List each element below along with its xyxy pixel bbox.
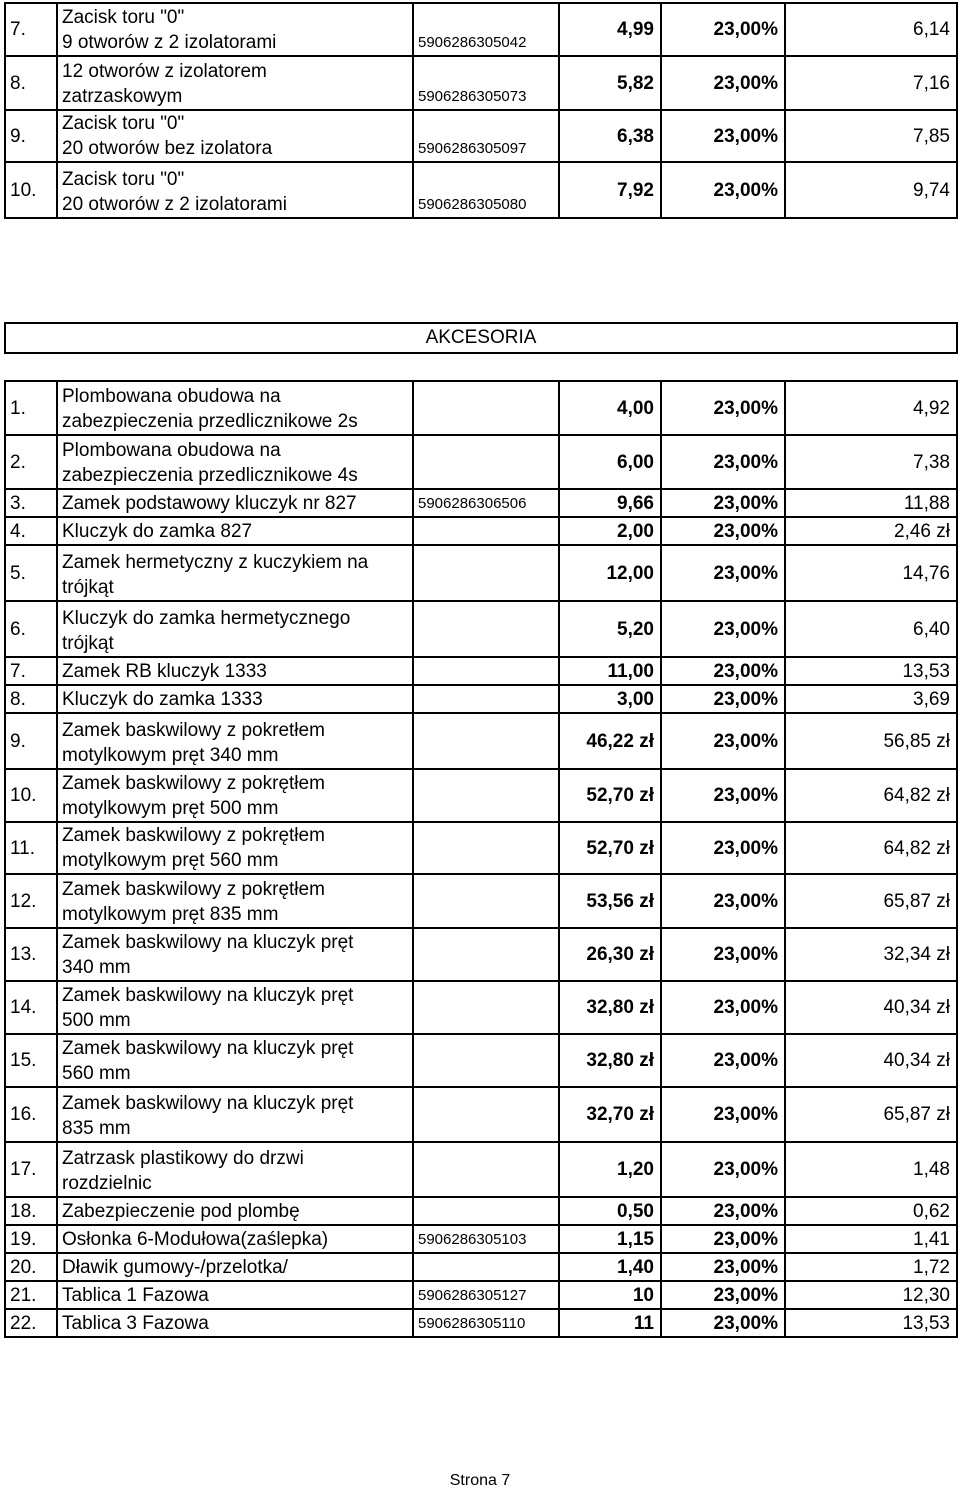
row-number: 9. (5, 110, 57, 162)
table-row (5, 1034, 957, 1087)
ean-code (413, 517, 559, 545)
net-price: 3,00 (559, 685, 661, 713)
table-row (5, 1142, 957, 1197)
product-name: Tablica 1 Fazowa (57, 1281, 413, 1309)
product-name: Zamek podstawowy kluczyk nr 827 (57, 489, 413, 517)
row-number: 12. (5, 874, 57, 928)
net-price: 7,92 (559, 162, 661, 218)
net-price: 6,38 (559, 110, 661, 162)
net-price: 11 (559, 1309, 661, 1337)
vat-rate: 23,00% (661, 435, 785, 489)
row-number: 7. (5, 3, 57, 56)
ean-code: 5906286306506 (413, 489, 559, 517)
table-row (5, 874, 957, 928)
net-price: 32,80 zł (559, 1034, 661, 1087)
product-name: Zamek baskwilowy z pokrętłem motylkowym pręt 835 mm (57, 874, 413, 928)
vat-rate: 23,00% (661, 769, 785, 822)
product-name: Zamek RB kluczyk 1333 (57, 657, 413, 685)
vat-rate: 23,00% (661, 110, 785, 162)
product-name: Zabezpieczenie pod plombę (57, 1197, 413, 1225)
table-row (5, 381, 957, 435)
gross-price: 40,34 zł (785, 981, 957, 1034)
row-number: 22. (5, 1309, 57, 1337)
ean-code (413, 769, 559, 822)
ean-code (413, 928, 559, 981)
gross-price: 12,30 (785, 1281, 957, 1309)
row-number: 2. (5, 435, 57, 489)
ean-code: 5906286305103 (413, 1225, 559, 1253)
net-price: 12,00 (559, 545, 661, 601)
ean-code (413, 981, 559, 1034)
net-price: 53,56 zł (559, 874, 661, 928)
ean-code: 5906286305110 (413, 1309, 559, 1337)
ean-code (413, 601, 559, 657)
net-price: 32,70 zł (559, 1087, 661, 1142)
ean-code (413, 545, 559, 601)
net-price: 11,00 (559, 657, 661, 685)
vat-rate: 23,00% (661, 928, 785, 981)
product-name: Zatrzask plastikowy do drzwi rozdzielnic (57, 1142, 413, 1197)
row-number: 1. (5, 381, 57, 435)
row-number: 20. (5, 1253, 57, 1281)
row-number: 4. (5, 517, 57, 545)
gross-price: 6,40 (785, 601, 957, 657)
table-row (5, 56, 957, 110)
vat-rate: 23,00% (661, 685, 785, 713)
gross-price: 0,62 (785, 1197, 957, 1225)
ean-code (413, 713, 559, 769)
product-name: Zamek baskwilowy na kluczyk pręt 340 mm (57, 928, 413, 981)
product-name: 12 otworów z izolatorem zatrzaskowym (57, 56, 413, 110)
row-number: 10. (5, 769, 57, 822)
product-table-top (4, 2, 958, 219)
accessories-table (4, 380, 958, 1338)
ean-code (413, 1087, 559, 1142)
gross-price: 65,87 zł (785, 1087, 957, 1142)
product-name: Tablica 3 Fazowa (57, 1309, 413, 1337)
net-price: 1,40 (559, 1253, 661, 1281)
product-name: Zamek baskwilowy na kluczyk pręt 560 mm (57, 1034, 413, 1087)
gross-price: 7,85 (785, 110, 957, 162)
row-number: 3. (5, 489, 57, 517)
table-row (5, 1309, 957, 1337)
ean-code: 5906286305073 (413, 56, 559, 110)
table-row (5, 1087, 957, 1142)
product-name: Zacisk toru "0" 20 otworów z 2 izolatorami (57, 162, 413, 218)
table-row (5, 517, 957, 545)
gross-price: 40,34 zł (785, 1034, 957, 1087)
gross-price: 32,34 zł (785, 928, 957, 981)
ean-code (413, 435, 559, 489)
net-price: 26,30 zł (559, 928, 661, 981)
vat-rate: 23,00% (661, 713, 785, 769)
gross-price: 11,88 (785, 489, 957, 517)
row-number: 11. (5, 822, 57, 874)
vat-rate: 23,00% (661, 822, 785, 874)
vat-rate: 23,00% (661, 1281, 785, 1309)
net-price: 32,80 zł (559, 981, 661, 1034)
vat-rate: 23,00% (661, 1142, 785, 1197)
product-name: Kluczyk do zamka 1333 (57, 685, 413, 713)
vat-rate: 23,00% (661, 601, 785, 657)
vat-rate: 23,00% (661, 3, 785, 56)
section-title: AKCESORIA (4, 322, 958, 354)
gross-price: 65,87 zł (785, 874, 957, 928)
gross-price: 56,85 zł (785, 713, 957, 769)
table-row (5, 3, 957, 56)
table-row (5, 657, 957, 685)
gross-price: 3,69 (785, 685, 957, 713)
row-number: 21. (5, 1281, 57, 1309)
vat-rate: 23,00% (661, 1034, 785, 1087)
gross-price: 9,74 (785, 162, 957, 218)
product-name: Zamek hermetyczny z kuczykiem na trójkąt (57, 545, 413, 601)
vat-rate: 23,00% (661, 1087, 785, 1142)
ean-code (413, 1253, 559, 1281)
table-row (5, 713, 957, 769)
vat-rate: 23,00% (661, 489, 785, 517)
net-price: 5,20 (559, 601, 661, 657)
table-row (5, 928, 957, 981)
table-row (5, 981, 957, 1034)
ean-code (413, 685, 559, 713)
vat-rate: 23,00% (661, 56, 785, 110)
vat-rate: 23,00% (661, 1309, 785, 1337)
table-row (5, 822, 957, 874)
ean-code (413, 1142, 559, 1197)
gross-price: 1,41 (785, 1225, 957, 1253)
table-row (5, 435, 957, 489)
ean-code (413, 1034, 559, 1087)
row-number: 14. (5, 981, 57, 1034)
product-name: Zamek baskwilowy z pokrętłem motylkowym pręt 500 mm (57, 769, 413, 822)
table-row (5, 545, 957, 601)
net-price: 4,00 (559, 381, 661, 435)
ean-code (413, 874, 559, 928)
ean-code (413, 1197, 559, 1225)
gross-price: 13,53 (785, 657, 957, 685)
net-price: 4,99 (559, 3, 661, 56)
net-price: 0,50 (559, 1197, 661, 1225)
gross-price: 4,92 (785, 381, 957, 435)
vat-rate: 23,00% (661, 1253, 785, 1281)
row-number: 8. (5, 56, 57, 110)
table-row (5, 162, 957, 218)
table-row (5, 1197, 957, 1225)
row-number: 6. (5, 601, 57, 657)
vat-rate: 23,00% (661, 874, 785, 928)
net-price: 6,00 (559, 435, 661, 489)
net-price: 5,82 (559, 56, 661, 110)
product-name: Kluczyk do zamka 827 (57, 517, 413, 545)
table-row (5, 489, 957, 517)
row-number: 13. (5, 928, 57, 981)
row-number: 15. (5, 1034, 57, 1087)
row-number: 16. (5, 1087, 57, 1142)
gross-price: 14,76 (785, 545, 957, 601)
vat-rate: 23,00% (661, 381, 785, 435)
ean-code: 5906286305042 (413, 3, 559, 56)
product-name: Zacisk toru "0" 9 otworów z 2 izolatorami (57, 3, 413, 56)
table-row (5, 1225, 957, 1253)
vat-rate: 23,00% (661, 517, 785, 545)
ean-code: 5906286305080 (413, 162, 559, 218)
net-price: 2,00 (559, 517, 661, 545)
vat-rate: 23,00% (661, 1225, 785, 1253)
gross-price: 7,38 (785, 435, 957, 489)
vat-rate: 23,00% (661, 545, 785, 601)
ean-code (413, 657, 559, 685)
row-number: 17. (5, 1142, 57, 1197)
ean-code (413, 822, 559, 874)
row-number: 9. (5, 713, 57, 769)
product-name: Dławik gumowy-/przelotka/ (57, 1253, 413, 1281)
row-number: 8. (5, 685, 57, 713)
vat-rate: 23,00% (661, 657, 785, 685)
product-name: Plombowana obudowa na zabezpieczenia przedlicznikowe 4s (57, 435, 413, 489)
vat-rate: 23,00% (661, 981, 785, 1034)
table-row (5, 1253, 957, 1281)
table-row (5, 769, 957, 822)
net-price: 52,70 zł (559, 822, 661, 874)
row-number: 18. (5, 1197, 57, 1225)
table-row (5, 1281, 957, 1309)
table-row (5, 685, 957, 713)
product-name: Zamek baskwilowy z pokrętłem motylkowym pręt 560 mm (57, 822, 413, 874)
gross-price: 1,48 (785, 1142, 957, 1197)
row-number: 5. (5, 545, 57, 601)
gross-price: 2,46 zł (785, 517, 957, 545)
gross-price: 64,82 zł (785, 769, 957, 822)
net-price: 1,15 (559, 1225, 661, 1253)
gross-price: 13,53 (785, 1309, 957, 1337)
ean-code: 5906286305127 (413, 1281, 559, 1309)
ean-code (413, 381, 559, 435)
ean-code: 5906286305097 (413, 110, 559, 162)
product-name: Zamek baskwilowy na kluczyk pręt 500 mm (57, 981, 413, 1034)
row-number: 10. (5, 162, 57, 218)
vat-rate: 23,00% (661, 1197, 785, 1225)
product-name: Zacisk toru "0" 20 otworów bez izolatora (57, 110, 413, 162)
net-price: 52,70 zł (559, 769, 661, 822)
net-price: 1,20 (559, 1142, 661, 1197)
gross-price: 64,82 zł (785, 822, 957, 874)
gross-price: 6,14 (785, 3, 957, 56)
product-name: Kluczyk do zamka hermetycznego trójkąt (57, 601, 413, 657)
net-price: 9,66 (559, 489, 661, 517)
page-number: Strona 7 (449, 1472, 511, 1489)
net-price: 10 (559, 1281, 661, 1309)
vat-rate: 23,00% (661, 162, 785, 218)
row-number: 19. (5, 1225, 57, 1253)
net-price: 46,22 zł (559, 713, 661, 769)
gross-price: 7,16 (785, 56, 957, 110)
gross-price: 1,72 (785, 1253, 957, 1281)
table-row (5, 110, 957, 162)
row-number: 7. (5, 657, 57, 685)
product-name: Zamek baskwilowy na kluczyk pręt 835 mm (57, 1087, 413, 1142)
table-row (5, 601, 957, 657)
product-name: Plombowana obudowa na zabezpieczenia przedlicznikowe 2s (57, 381, 413, 435)
product-name: Zamek baskwilowy z pokretłem motylkowym pręt 340 mm (57, 713, 413, 769)
product-name: Osłonka 6-Modułowa(zaślepka) (57, 1225, 413, 1253)
